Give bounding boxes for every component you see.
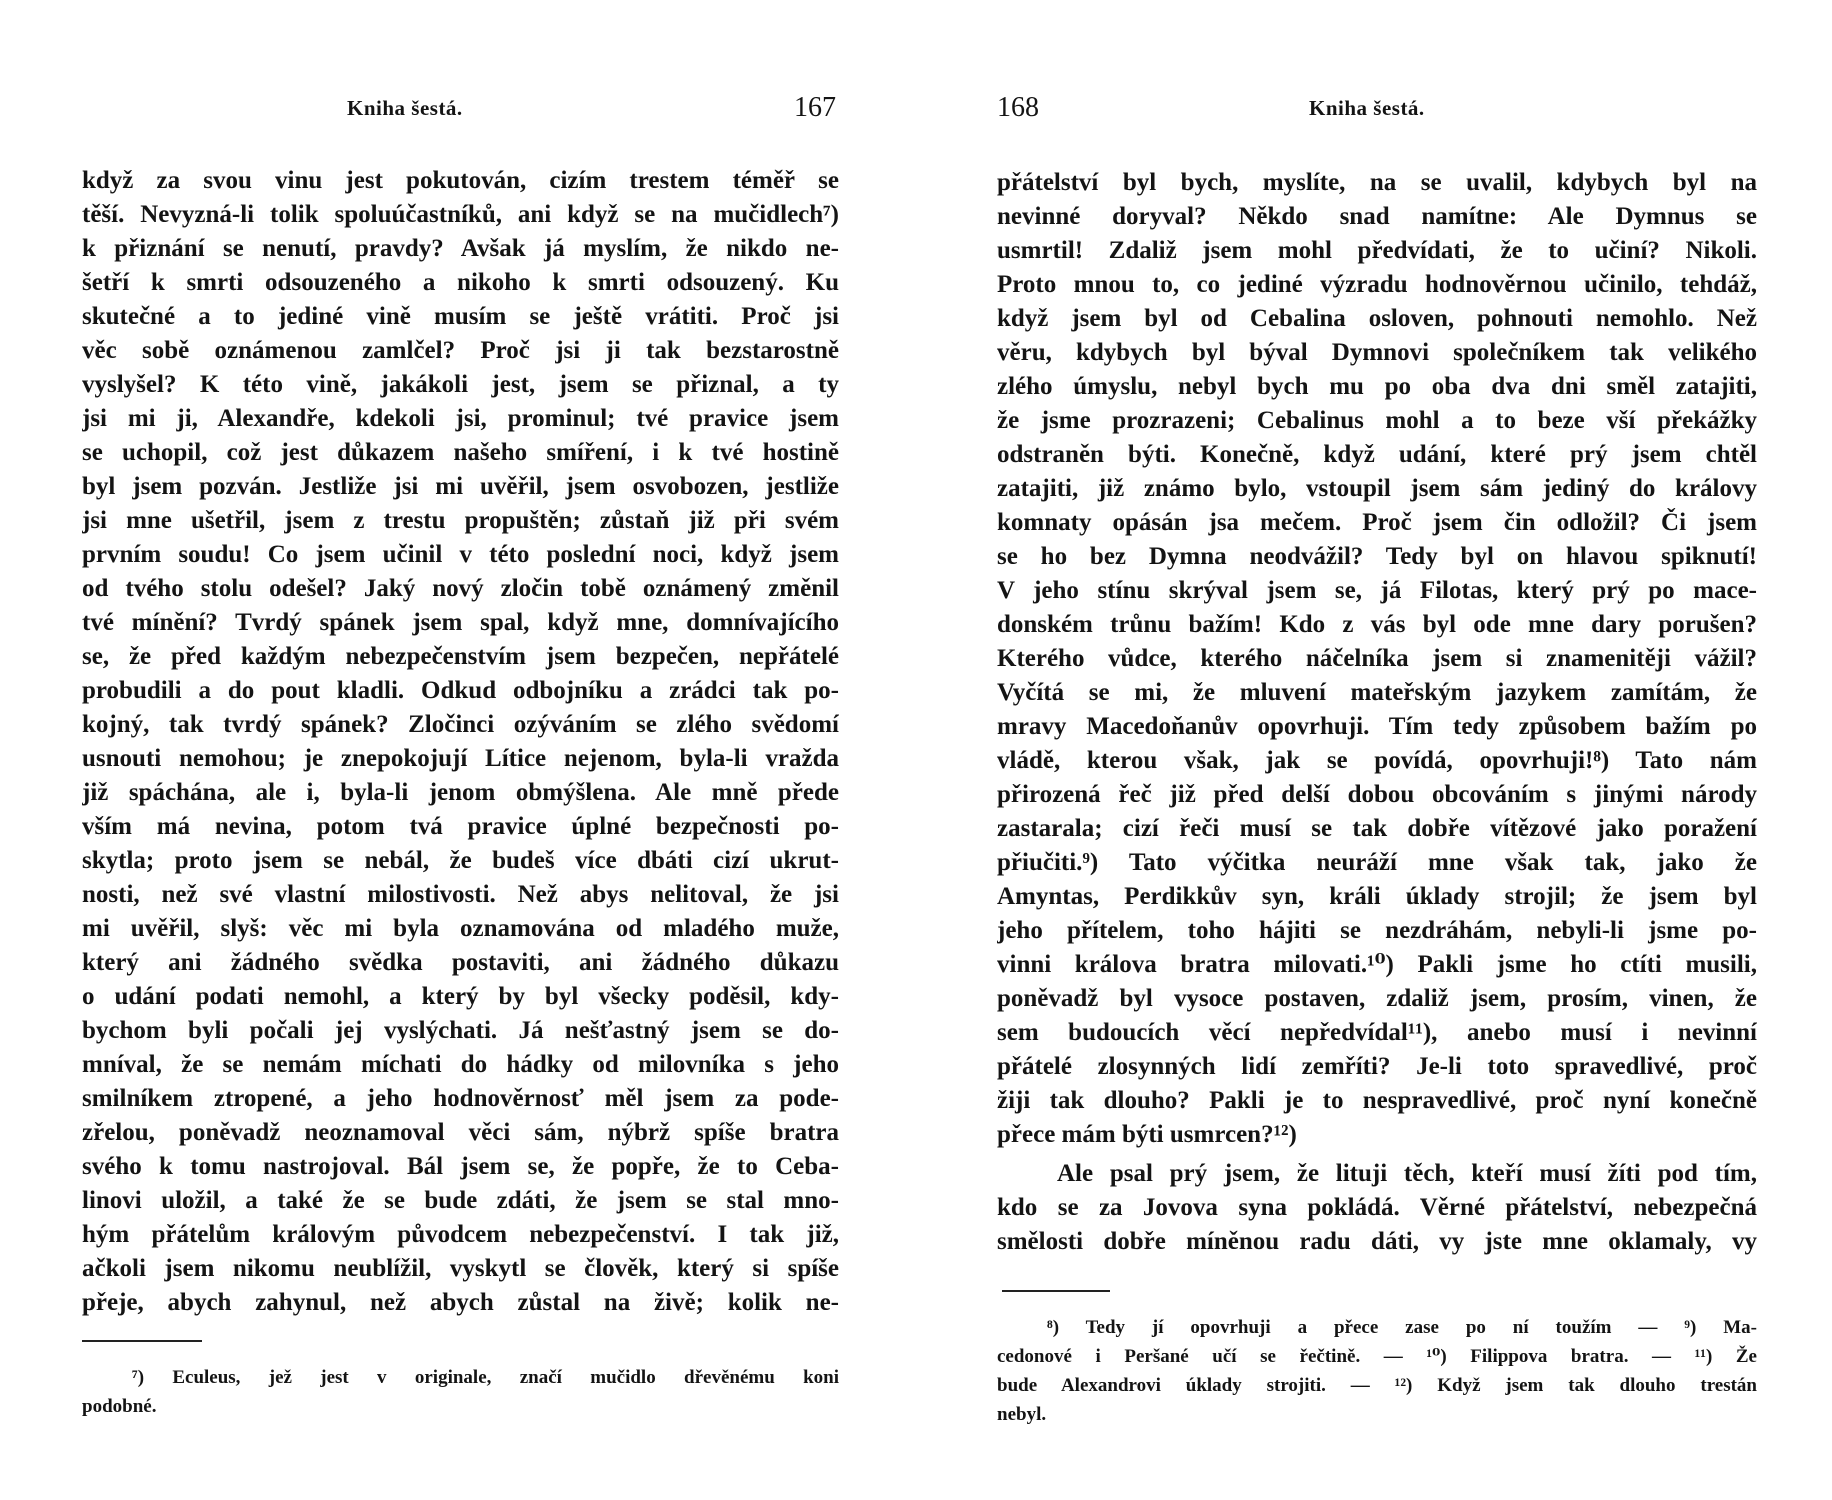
text-line: Vyčítá se mi, že mluvení mateřským jazykem zamítám, že — [997, 679, 1757, 706]
text-line: smilníkem ztropené, a jeho hodnověrnosť měl jsem za pode- — [82, 1085, 839, 1112]
footnote-line: bude Alexandrovi úklady strojiti. — ¹²) Když jsem tak dlouho trestán — [997, 1375, 1757, 1396]
text-line: byl jsem pozván. Jestliže jsi mi uvěřil, jsem osvobozen, jestliže — [82, 473, 839, 500]
text-line: tvé mínění? Tvrdý spánek jsem spal, když mne, domnívajícího — [82, 609, 839, 636]
text-line: zlého úmyslu, nebyl bych mu po oba dva dni směl zatajiti, — [997, 373, 1757, 400]
text-line: svého k tomu nastrojoval. Bál jsem se, že popře, že to Ceba- — [82, 1153, 839, 1180]
text-line: prvním soudu! Co jsem učinil v této poslední noci, když jsem — [82, 541, 839, 568]
footnotes — [997, 1313, 1757, 1429]
text-line: sem budoucích věcí nepředvídal¹¹), anebo musí i nevinní — [997, 1019, 1757, 1046]
text-line: usnouti nemohou; je znepokojují Lítice nejenom, byla-li vražda — [82, 745, 839, 772]
text-line: zřelou, poněvadž neoznamoval věci sám, nýbrž spíše bratra — [82, 1119, 839, 1146]
right-page — [997, 0, 1757, 1500]
footnote-line: ⁸) Tedy jí opovrhuji a přece zase po ní toužím — ⁹) Ma- — [1047, 1317, 1757, 1338]
text-line: hým přátelům královým původcem nebezpečenství. I tak již, — [82, 1221, 839, 1248]
running-head: Kniha šestá. — [1309, 96, 1425, 120]
text-line: že jsme prozrazeni; Cebalinus mohl a to beze vší překážky — [997, 407, 1757, 434]
text-line: se uchopil, což jest důkazem našeho smíření, i k tvé hostině — [82, 439, 839, 466]
text-line: mravy Macedoňanův opovrhuji. Tím tedy způsobem bažím po — [997, 713, 1757, 740]
text-line: V jeho stínu skrýval jsem se, já Filotas, který prý po mace- — [997, 577, 1757, 604]
text-line: věru, kdybych byl býval Dymnovi společníkem tak velikého — [997, 339, 1757, 366]
text-line: k přiznání se nenutí, pravdy? Avšak já myslím, že nikdo ne- — [82, 235, 839, 262]
body-text — [82, 164, 839, 1320]
text-line: věc sobě oznámenou zamlčel? Proč jsi ji tak bezstarostně — [82, 337, 839, 364]
text-line: ačkoli jsem nikomu neublížil, vyskytl se člověk, který si spíše — [82, 1255, 839, 1282]
running-head: Kniha šestá. — [347, 96, 463, 120]
footnotes — [82, 1363, 839, 1421]
text-line: se, že před každým nebezpečenstvím jsem bezpečen, nepřátelé — [82, 643, 839, 670]
text-line: když jsem byl od Cebalina osloven, pohnouti nemohlo. Než — [997, 305, 1757, 332]
footnote-rule — [1002, 1290, 1110, 1292]
text-line: který ani žádného svědka postaviti, ani žádného důkazu — [82, 949, 839, 976]
text-line: bychom byli počali jej vyslýchati. Já nešťastný jsem se do- — [82, 1017, 839, 1044]
text-line: probudili a do pout kladli. Odkud odbojníku a zrádci tak po- — [82, 677, 839, 704]
text-line: žiji tak dlouho? Pakli je to nespravedlivé, proč nyní konečně — [997, 1087, 1757, 1114]
text-line: od tvého stolu odešel? Jaký nový zločin tobě oznámený změnil — [82, 575, 839, 602]
text-line: jeho přítelem, toho hájiti se nezdráhám, nebyli-li jsme po- — [997, 917, 1757, 944]
footnote-line: ⁷) Eculeus, jež jest v originale, značí mučidlo dřevěnému koni — [132, 1367, 839, 1388]
text-line: nevinné doryval? Někdo snad namítne: Ale Dymnus se — [997, 203, 1757, 230]
text-line: jsi mne ušetřil, jsem z trestu propuštěn; zůstaň již při svém — [82, 507, 839, 534]
text-line: přeje, abych zahynul, než abych zůstal na živě; kolik ne- — [82, 1289, 839, 1316]
text-line: Kterého vůdce, kterého náčelníka jsem si znamenitěji vážil? — [997, 645, 1757, 672]
text-line: jsi mi ji, Alexandře, kdekoli jsi, prominul; tvé pravice jsem — [82, 405, 839, 432]
text-line: zatajiti, již známo bylo, vstoupil jsem sám jediný do královy — [997, 475, 1757, 502]
text-line: usmrtil! Zdaliž jsem mohl předvídati, že to učiní? Nikoli. — [997, 237, 1757, 264]
text-line: komnaty opásán jsa mečem. Proč jsem čin odložil? Či jsem — [997, 509, 1757, 536]
text-line: již spáchána, ale i, byla-li jenom obmýšlena. Ale mně přede — [82, 779, 839, 806]
text-line: Ale psal prý jsem, že lituji těch, kteří musí žíti pod tím, — [1057, 1160, 1757, 1187]
text-line: šetří k smrti odsouzeného a nikoho k smrti odsouzený. Ku — [82, 269, 839, 296]
text-line: smělosti dobře míněnou radu dáti, vy jste mne oklamaly, vy — [997, 1228, 1757, 1255]
text-line: o udání podati nemohl, a který by byl všecky poděsil, kdy- — [82, 983, 839, 1010]
left-page — [82, 0, 839, 1500]
text-line: přátelé zlosynných lidí zemříti? Je-li toto spravedlivé, proč — [997, 1053, 1757, 1080]
text-line: mníval, že se nemám míchati do hádky od milovníka s jeho — [82, 1051, 839, 1078]
footnote-rule — [82, 1340, 202, 1342]
text-line: přece mám býti usmrcen?¹²) — [997, 1121, 1297, 1148]
text-line: Proto mnou to, co jediné výzradu hodnověrnou učinilo, tehdáž, — [997, 271, 1757, 298]
text-line: Amyntas, Perdikkův syn, králi úklady strojil; že jsem byl — [997, 883, 1757, 910]
text-line: kojný, tak tvrdý spánek? Zločinci ozýváním se zlého svědomí — [82, 711, 839, 738]
text-line: vládě, kterou však, jak se povídá, opovrhuji!⁸) Tato nám — [997, 747, 1757, 774]
page-number: 167 — [794, 92, 836, 123]
text-line: těší. Nevyzná-li tolik spoluúčastníků, ani když se na mučidlech⁷) — [82, 201, 839, 228]
text-line: odstraněn býti. Konečně, když udání, které prý jsem chtěl — [997, 441, 1757, 468]
footnote-line: podobné. — [82, 1396, 157, 1417]
text-line: nosti, než své vlastní milostivosti. Než abys nelitoval, že jsi — [82, 881, 839, 908]
text-line: vším má nevina, potom tvá pravice úplné bezpečnosti po- — [82, 813, 839, 840]
page-number: 168 — [997, 92, 1039, 123]
text-line: když za svou vinu jest pokutován, cizím trestem téměř se — [82, 167, 839, 194]
text-line: donském trůnu bažím! Kdo z vás byl ode mne dary porušen? — [997, 611, 1757, 638]
text-line: mi uvěřil, slyš: věc mi byla oznamována od mladého muže, — [82, 915, 839, 942]
text-line: linovi uložil, a také že se bude zdáti, že jsem se stal mno- — [82, 1187, 839, 1214]
text-line: vinni králova bratra milovati.¹⁰) Pakli jsme ho ctíti musili, — [997, 951, 1757, 978]
text-line: zastarala; cizí řeči musí se tak dobře vítězové jako poražení — [997, 815, 1757, 842]
text-line: skutečné a to jediné vině musím se ještě vrátiti. Proč jsi — [82, 303, 839, 330]
text-line: přiučiti.⁹) Tato výčitka neuráží mne však tak, jako že — [997, 849, 1757, 876]
body-text — [997, 166, 1757, 1259]
text-line: kdo se za Jovova syna pokládá. Věrné přátelství, nebezpečná — [997, 1194, 1757, 1221]
text-line: přátelství byl bych, myslíte, na se uvalil, kdybych byl na — [997, 169, 1757, 196]
text-line: poněvadž byl vysoce postaven, zdaliž jsem, prosím, vinen, že — [997, 985, 1757, 1012]
text-line: skytla; proto jsem se nebál, že budeš více dbáti cizí ukrut- — [82, 847, 839, 874]
footnote-line: nebyl. — [997, 1404, 1047, 1425]
text-line: přirozená řeč již před delší dobou obcováním s jinými národy — [997, 781, 1757, 808]
text-line: se ho bez Dymna neodvážil? Tedy byl on hlavou spiknutí! — [997, 543, 1757, 570]
footnote-line: cedonové i Peršané učí se řečtině. — ¹⁰) Filippova bratra. — ¹¹) Že — [997, 1346, 1757, 1367]
text-line: vyslyšel? K této vině, jakákoli jest, jsem se přiznal, a ty — [82, 371, 839, 398]
